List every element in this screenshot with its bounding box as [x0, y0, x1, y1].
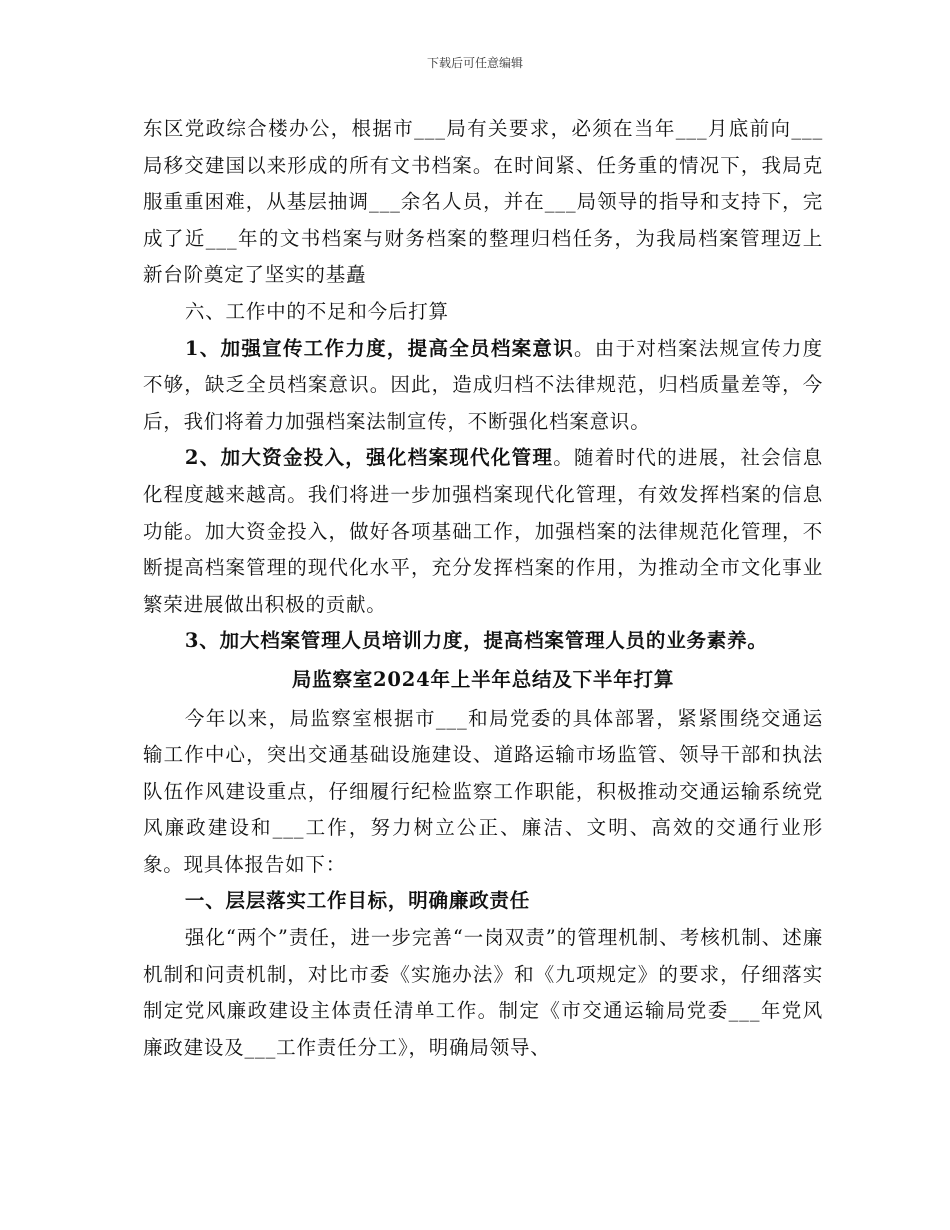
paragraph-section-one: 强化“两个”责任，进一步完善“一岗双责”的管理机制、考核机制、述廉机制和问责机制，对比市委《实施办法》和《九项规定》的要求，仔细落实制定党风廉政建设主体责任清单工作。制定《市交通运输局党委___年党风廉政建设及___工作责任分工》，明确局领导、	[143, 926, 823, 1059]
list-item-1-lead: 1、加强宣传工作力度，提高全员档案意识	[184, 336, 574, 360]
section-heading-one: 一、层层落实工作目标，明确廉政责任	[184, 889, 531, 913]
list-item-1-body: 。由于对档案法规宣传力度不够，缺乏全员档案意识。因此，造成归档不法律规范，归档质量差等，今后，我们将着力加强档案法制宣传，不断强化档案意识。	[143, 336, 823, 433]
page-header: 下载后可任意编辑	[426, 56, 523, 70]
list-item-1	[143, 331, 823, 441]
section-heading-six: 六、工作中的不足和今后打算	[184, 299, 449, 323]
list-item-3: 3、加大档案管理人员培训力度，提高档案管理人员的业务素养。	[184, 629, 768, 653]
list-item-2-lead: 2、加大资金投入，强化档案现代化管理	[184, 446, 554, 470]
paragraph-overview: 今年以来，局监察室根据市___和局党委的具体部署，紧紧围绕交通运输工作中心，突出交通基础设施建设、道路运输市场监管、领导干部和执法队伍作风建设重点，仔细履行纪检监察工作职能，积极推动交通运输系统党风廉政建设和___工作，努力树立公正、廉洁、文明、高效的交通行业形象。现具体报告如下：	[143, 706, 823, 876]
paragraph-intro-continued: 东区党政综合楼办公，根据市___局有关要求，必须在当年___月底前向___局移交建国以来形成的所有文书档案。在时间紧、任务重的情况下，我局克服重重困难，从基层抽调___余名人员，并在___局领导的指导和支持下，完成了近___年的文书档案与财务档案的整理归档任务，为我局档案管理迈上新台阶奠定了坚实的基矗	[143, 117, 823, 287]
list-item-2	[143, 440, 823, 623]
document-title: 局监察室2024年上半年总结及下半年打算	[291, 667, 675, 691]
document-body	[143, 111, 823, 1066]
list-item-2-body: 。随着时代的进展，社会信息化程度越来越高。我们将进一步加强档案现代化管理，有效发挥档案的信息功能。加大资金投入，做好各项基础工作，加强档案的法律规范化管理，不断提高档案管理的现代化水平，充分发挥档案的作用，为推动全市文化事业繁荣进展做出积极的贡献。	[143, 446, 824, 616]
